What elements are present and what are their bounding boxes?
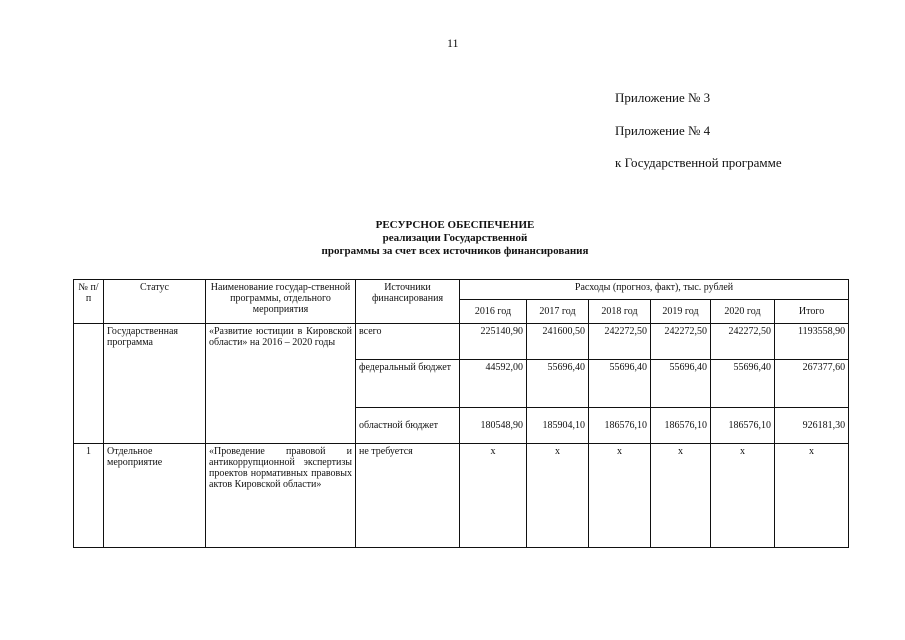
title-line-2: реализации Государственной [382,232,528,244]
value-cell: х [651,444,711,548]
title-line-3: программы за счет всех источников финансирования [321,245,589,257]
header-total: Итого [775,300,849,324]
header-row [74,280,849,300]
source-cell: всего [356,324,460,360]
value-cell: х [589,444,651,548]
page-number: 11 [447,36,459,50]
value-cell: 242272,50 [651,324,711,360]
event-status: Отдельное мероприятие [104,444,206,548]
value-cell: 180548,90 [460,408,527,444]
program-name: «Развитие юстиции в Кировской области» на 2016 – 2020 годы [206,324,356,444]
header-expenses: Расходы (прогноз, факт), тыс. рублей [460,280,849,300]
value-cell: 55696,40 [651,360,711,408]
header-year-2017: 2017 год [527,300,589,324]
table-row [74,324,849,360]
value-cell: 186576,10 [589,408,651,444]
value-cell: 1193558,90 [775,324,849,360]
header-num: № п/п [74,280,104,324]
event-source: не требуется [356,444,460,548]
document-title [250,219,660,258]
value-cell: 186576,10 [711,408,775,444]
value-cell: 186576,10 [651,408,711,444]
value-cell: 242272,50 [711,324,775,360]
value-cell: 55696,40 [711,360,775,408]
value-cell: 242272,50 [589,324,651,360]
appendix-label-4: Приложение № 4 [615,123,711,138]
title-line-1: РЕСУРСНОЕ ОБЕСПЕЧЕНИЕ [375,219,535,231]
value-cell: 185904,10 [527,408,589,444]
resource-table [73,279,849,548]
value-cell: 55696,40 [589,360,651,408]
value-cell: 926181,30 [775,408,849,444]
table-row [74,444,849,548]
source-cell: федеральный бюджет [356,360,460,408]
value-cell: 55696,40 [527,360,589,408]
value-cell: х [527,444,589,548]
header-status: Статус [104,280,206,324]
program-status: Государственная программа [104,324,206,444]
value-cell: 44592,00 [460,360,527,408]
header-year-2020: 2020 год [711,300,775,324]
header-name: Наименование государ-ственной программы, отдельного мероприятия [206,280,356,324]
event-name: «Проведение правовой и антикоррупционной экспертизы проектов нормативных правовых актов Кировской области» [206,444,356,548]
value-cell: 267377,60 [775,360,849,408]
appendix-target: к Государственной программе [615,155,782,170]
value-cell: 225140,90 [460,324,527,360]
value-cell: х [711,444,775,548]
appendix-label-3: Приложение № 3 [615,90,711,105]
header-sources: Источники финансирования [356,280,460,324]
value-cell: х [460,444,527,548]
event-num: 1 [74,444,104,548]
source-cell: областной бюджет [356,408,460,444]
header-year-2019: 2019 год [651,300,711,324]
header-year-2018: 2018 год [589,300,651,324]
value-cell: х [775,444,849,548]
header-year-2016: 2016 год [460,300,527,324]
value-cell: 241600,50 [527,324,589,360]
program-num [74,324,104,444]
